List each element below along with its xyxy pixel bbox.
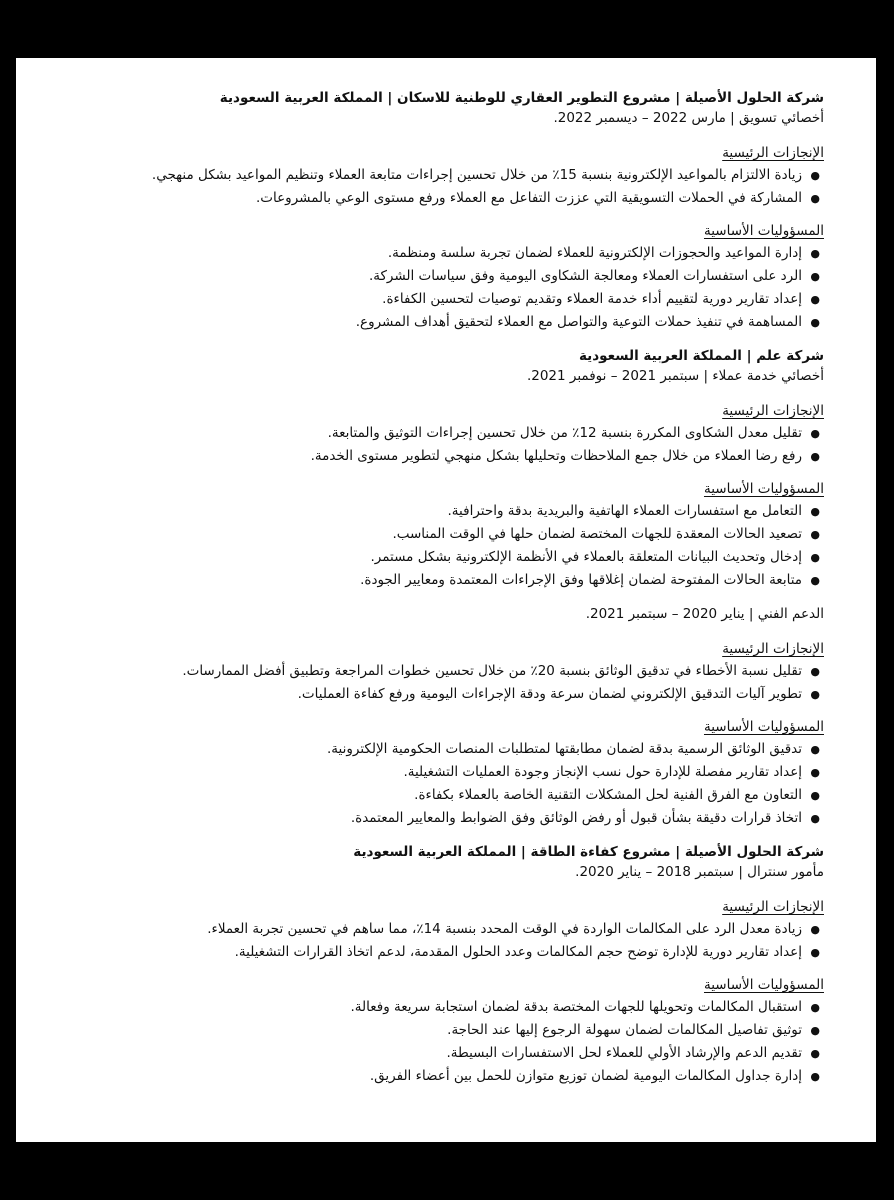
list-item-text: المساهمة في تنفيذ حملات التوعية والتواصل مع العملاء لتحقيق أهداف المشروع. [355, 314, 802, 330]
list-item-text: تقليل نسبة الأخطاء في تدقيق الوثائق بنسبة 20٪ من خلال تحسين خطوات المراجعة وتطبيق أفضل الممارسات. [182, 663, 802, 679]
list-item-text: الرد على استفسارات العملاء ومعالجة الشكاوى اليومية وفق سياسات الشركة. [368, 268, 802, 284]
list-item [68, 941, 824, 964]
responsibilities-title: المسؤوليات الأساسية [703, 977, 824, 993]
bullet-icon: ● [810, 270, 820, 283]
bullet-icon: ● [810, 766, 820, 779]
list-item-text: متابعة الحالات المفتوحة لضمان إغلاقها وفق الإجراءات المعتمدة ومعايير الجودة. [360, 572, 802, 588]
role-and-dates: أخصائي خدمة عملاء | سبتمبر 2021 – نوفمبر 2021. [526, 368, 824, 384]
list-item [68, 445, 824, 468]
achievements-title: الإنجازات الرئيسية [722, 641, 824, 657]
bullet-icon: ● [810, 1047, 820, 1060]
role-and-dates: أخصائي تسويق | مارس 2022 – ديسمبر 2022. [553, 110, 824, 126]
list-item [68, 660, 824, 683]
responsibilities-list [68, 738, 824, 830]
list-item-text: التعاون مع الفرق الفنية لحل المشكلات التقنية الخاصة بالعملاء بكفاءة. [414, 787, 802, 803]
bullet-icon: ● [810, 293, 820, 306]
role-and-dates: مأمور سنترال | سبتمبر 2018 – يناير 2020. [575, 864, 824, 880]
resume-page [16, 58, 876, 1142]
list-item [68, 918, 824, 941]
bullet-icon: ● [810, 923, 820, 936]
list-item-text: إدارة المواعيد والحجوزات الإلكترونية للعملاء لضمان تجربة سلسة ومنظمة. [387, 245, 802, 261]
bullet-icon: ● [810, 169, 820, 182]
bullet-icon: ● [810, 551, 820, 564]
list-item [68, 1065, 824, 1088]
company-heading: شركة الحلول الأصيلة | مشروع كفاءة الطاقة | المملكة العربية السعودية [353, 844, 824, 860]
list-item-text: تطوير آليات التدقيق الإلكتروني لضمان سرعة ودقة الإجراءات اليومية ورفع كفاءة العمليات. [297, 686, 802, 702]
experience-entry [68, 346, 824, 592]
list-item [68, 311, 824, 334]
achievements-list [68, 660, 824, 706]
list-item-text: إعداد تقارير دورية للإدارة توضح حجم المكالمات وعدد الحلول المقدمة، لدعم اتخاذ القرارات التشغيلية. [234, 944, 802, 960]
list-item-text: استقبال المكالمات وتحويلها للجهات المختصة بدقة لضمان استجابة سريعة وفعالة. [350, 999, 802, 1015]
list-item-text: إعداد تقارير مفصلة للإدارة حول نسب الإنجاز وجودة العمليات التشغيلية. [403, 764, 802, 780]
responsibilities-list [68, 500, 824, 592]
list-item [68, 187, 824, 210]
bullet-icon: ● [810, 1024, 820, 1037]
experience-entry [68, 604, 824, 830]
list-item [68, 738, 824, 761]
achievements-list [68, 918, 824, 964]
bullet-icon: ● [810, 1070, 820, 1083]
bullet-icon: ● [810, 528, 820, 541]
list-item [68, 761, 824, 784]
bullet-icon: ● [810, 574, 820, 587]
bullet-icon: ● [810, 665, 820, 678]
list-item-text: تصعيد الحالات المعقدة للجهات المختصة لضمان حلها في الوقت المناسب. [392, 526, 802, 542]
list-item [68, 683, 824, 706]
list-item [68, 569, 824, 592]
bullet-icon: ● [810, 450, 820, 463]
list-item [68, 784, 824, 807]
experience-entry [68, 88, 824, 334]
bullet-icon: ● [810, 743, 820, 756]
responsibilities-title: المسؤوليات الأساسية [703, 719, 824, 735]
list-item [68, 807, 824, 830]
bullet-icon: ● [810, 192, 820, 205]
list-item [68, 164, 824, 187]
list-item [68, 1042, 824, 1065]
list-item-text: تقليل معدل الشكاوى المكررة بنسبة 12٪ من خلال تحسين إجراءات التوثيق والمتابعة. [327, 425, 802, 441]
list-item [68, 500, 824, 523]
list-item-text: إعداد تقارير دورية لتقييم أداء خدمة العملاء وتقديم توصيات لتحسين الكفاءة. [382, 291, 802, 307]
list-item-text: تدقيق الوثائق الرسمية بدقة لضمان مطابقتها لمتطلبات المنصات الحكومية الإلكترونية. [327, 741, 802, 757]
list-item [68, 523, 824, 546]
list-item [68, 546, 824, 569]
bullet-icon: ● [810, 505, 820, 518]
bullet-icon: ● [810, 427, 820, 440]
responsibilities-title: المسؤوليات الأساسية [703, 481, 824, 497]
list-item [68, 265, 824, 288]
responsibilities-title: المسؤوليات الأساسية [703, 223, 824, 239]
bullet-icon: ● [810, 789, 820, 802]
experience-entry [68, 842, 824, 1088]
list-item-text: زيادة الالتزام بالمواعيد الإلكترونية بنسبة 15٪ من خلال تحسين إجراءات متابعة العملاء وتنظيم المواعيد بشكل منهجي. [151, 167, 802, 183]
list-item [68, 242, 824, 265]
list-item-text: تقديم الدعم والإرشاد الأولي للعملاء لحل الاستفسارات البسيطة. [446, 1045, 802, 1061]
list-item-text: رفع رضا العملاء من خلال جمع الملاحظات وتحليلها بشكل منهجي لتطوير مستوى الخدمة. [310, 448, 802, 464]
list-item-text: إدارة جداول المكالمات اليومية لضمان توزيع متوازن للحمل بين أعضاء الفريق. [369, 1068, 802, 1084]
list-item-text: توثيق تفاصيل المكالمات لضمان سهولة الرجوع إليها عند الحاجة. [447, 1022, 802, 1038]
bullet-icon: ● [810, 812, 820, 825]
list-item [68, 288, 824, 311]
bullet-icon: ● [810, 946, 820, 959]
list-item [68, 996, 824, 1019]
list-item-text: إدخال وتحديث البيانات المتعلقة بالعملاء في الأنظمة الإلكترونية بشكل مستمر. [370, 549, 802, 565]
achievements-title: الإنجازات الرئيسية [722, 899, 824, 915]
list-item-text: اتخاذ قرارات دقيقة بشأن قبول أو رفض الوثائق وفق الضوابط والمعايير المعتمدة. [350, 810, 802, 826]
bullet-icon: ● [810, 316, 820, 329]
list-item-text: المشاركة في الحملات التسويقية التي عززت التفاعل مع العملاء ورفع مستوى الوعي بالمشروعات. [256, 190, 802, 206]
experience-list [68, 88, 824, 1088]
company-heading: شركة علم | المملكة العربية السعودية [579, 348, 824, 364]
achievements-title: الإنجازات الرئيسية [722, 403, 824, 419]
list-item [68, 1019, 824, 1042]
achievements-list [68, 422, 824, 468]
list-item-text: زيادة معدل الرد على المكالمات الواردة في الوقت المحدد بنسبة 14٪، مما ساهم في تحسين تجربة العملاء. [207, 921, 802, 937]
responsibilities-list [68, 996, 824, 1088]
bullet-icon: ● [810, 247, 820, 260]
company-heading: شركة الحلول الأصيلة | مشروع التطوير العقاري للوطنية للاسكان | المملكة العربية السعودية [219, 90, 824, 106]
bullet-icon: ● [810, 1001, 820, 1014]
list-item-text: التعامل مع استفسارات العملاء الهاتفية والبريدية بدقة واحترافية. [447, 503, 802, 519]
bullet-icon: ● [810, 688, 820, 701]
role-and-dates: الدعم الفني | يناير 2020 – سبتمبر 2021. [585, 606, 824, 622]
list-item [68, 422, 824, 445]
achievements-title: الإنجازات الرئيسية [722, 145, 824, 161]
responsibilities-list [68, 242, 824, 334]
achievements-list [68, 164, 824, 210]
